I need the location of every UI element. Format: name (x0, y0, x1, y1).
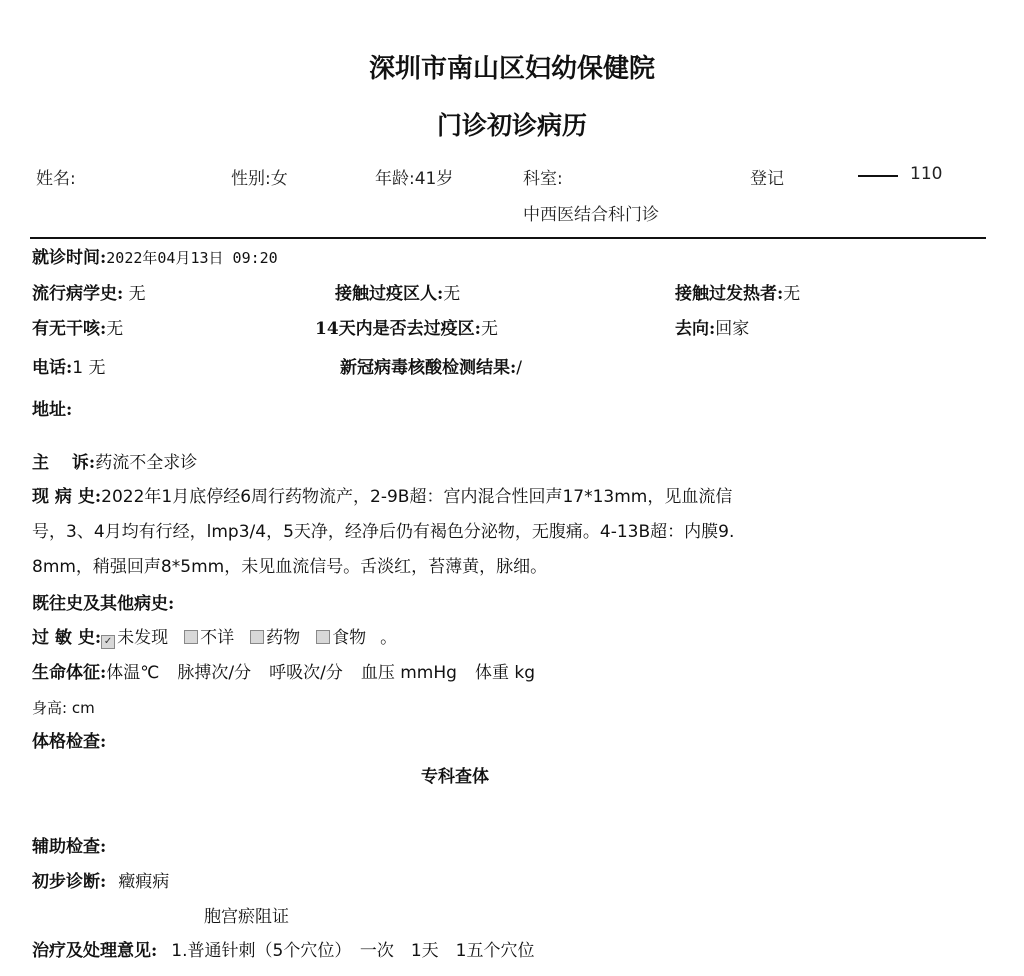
address-label: 地址: (32, 400, 73, 420)
contact-zone-value: 无 (443, 284, 461, 304)
past-history-row (32, 593, 174, 615)
allergy-label: 过 敏 史: (32, 628, 102, 648)
covid-row (340, 357, 522, 379)
contact-zone-row (335, 283, 460, 305)
vitals-label: 生命体征: (32, 663, 107, 683)
allergy-drug-text: 药物 (266, 628, 301, 648)
zone14-row (315, 318, 498, 340)
contact-fever-value: 无 (783, 284, 801, 304)
phone-row (32, 357, 106, 379)
present-illness-line3: 8mm，稍强回声8*5mm，未见血流信号。舌淡红，苔薄黄，脉细。 (32, 557, 548, 577)
physical-exam-row (32, 731, 106, 753)
special-exam-heading: 专科查体 (421, 767, 489, 787)
aux-exam-label: 辅助检查: (32, 837, 107, 857)
vitals-weight: 体重 kg (474, 663, 535, 683)
diagnosis-label: 初步诊断: (32, 872, 107, 892)
dept-label: 科室: (523, 169, 563, 189)
redaction-mark (858, 175, 898, 177)
epidemiology-row (32, 283, 146, 305)
complaint-row (32, 452, 197, 474)
registration-label: 登记 (750, 169, 784, 189)
zone14-value: 无 (480, 319, 498, 339)
vitals-row (32, 662, 535, 684)
visit-time-value: 2022年04月13日 09:20 (106, 249, 278, 267)
covid-value: / (516, 358, 523, 378)
contact-zone-label: 接触过疫区人: (335, 284, 444, 304)
covid-label: 新冠病毒核酸检测结果: (340, 358, 517, 378)
destination-label: 去向: (675, 319, 716, 339)
patient-name-label: 姓名: (36, 169, 76, 189)
hospital-title: 深圳市南山区妇幼保健院 (368, 54, 655, 84)
phone-value: 1 无 (72, 358, 106, 378)
complaint-label: 主 诉: (32, 453, 96, 473)
diagnosis-2: 胞宫瘀阻证 (204, 907, 289, 927)
allergy-unknown-checkbox[interactable] (184, 630, 198, 644)
diagnosis-1: 癥瘕病 (118, 872, 170, 892)
vitals-bp: 血压 mmHg (360, 663, 457, 683)
physical-exam-label: 体格检查: (32, 732, 107, 752)
allergy-row (32, 627, 397, 649)
vitals-temp: 体温℃ (106, 663, 160, 683)
registration-number: 110 (910, 164, 943, 184)
vitals-height: 身高: cm (32, 699, 95, 717)
present-illness-label: 现 病 史: (32, 487, 102, 507)
aux-exam-row (32, 836, 106, 858)
destination-row (675, 318, 749, 340)
present-illness-line1: 2022年1月底停经6周行药物流产，2-9B超：宫内混合性回声17*13mm，见血流信 (101, 487, 733, 507)
allergy-drug-checkbox[interactable] (250, 630, 264, 644)
allergy-food-checkbox[interactable] (316, 630, 330, 644)
cough-value: 无 (106, 319, 124, 339)
allergy-none-text: 未发现 (117, 628, 169, 648)
epi-label: 流行病学史: (32, 284, 124, 304)
allergy-end: 。 (380, 628, 398, 648)
complaint-value: 药流不全求诊 (95, 453, 198, 473)
visit-time-label: 就诊时间: (32, 248, 107, 268)
allergy-unknown-text: 不详 (200, 628, 235, 648)
destination-value: 回家 (715, 319, 750, 339)
contact-fever-label: 接触过发热者: (675, 284, 784, 304)
present-illness-row (32, 486, 732, 508)
dept-value: 中西医结合科门诊 (523, 205, 659, 225)
cough-label: 有无干咳: (32, 319, 107, 339)
treatment-value: 1.普通针刺（5个穴位） 一次 1天 1五个穴位 (171, 941, 535, 961)
cough-row (32, 318, 123, 340)
present-illness-line2: 号，3、4月均有行经，lmp3/4，5天净，经净后仍有褐色分泌物，无腹痛。4-13B超：内膜9. (32, 522, 735, 542)
vitals-pulse: 脉搏次/分 (177, 663, 252, 683)
phone-label: 电话: (32, 358, 73, 378)
epi-value: 无 (123, 284, 146, 304)
header-divider (30, 237, 986, 239)
past-history-label: 既往史及其他病史: (32, 594, 175, 614)
record-type-title: 门诊初诊病历 (436, 111, 587, 140)
treatment-row (32, 940, 534, 962)
patient-gender: 性别:女 (231, 169, 288, 189)
diagnosis-row (32, 871, 169, 893)
vitals-resp: 呼吸次/分 (269, 663, 343, 683)
allergy-none-checkbox[interactable]: ✓ (101, 635, 115, 649)
contact-fever-row (675, 283, 800, 305)
zone14-label: 14天内是否去过疫区: (315, 319, 481, 339)
patient-age: 年龄:41岁 (375, 169, 454, 189)
address-row (32, 399, 72, 421)
visit-time-row (32, 247, 278, 269)
allergy-food-text: 食物 (332, 628, 367, 648)
treatment-label: 治疗及处理意见: (32, 941, 158, 961)
